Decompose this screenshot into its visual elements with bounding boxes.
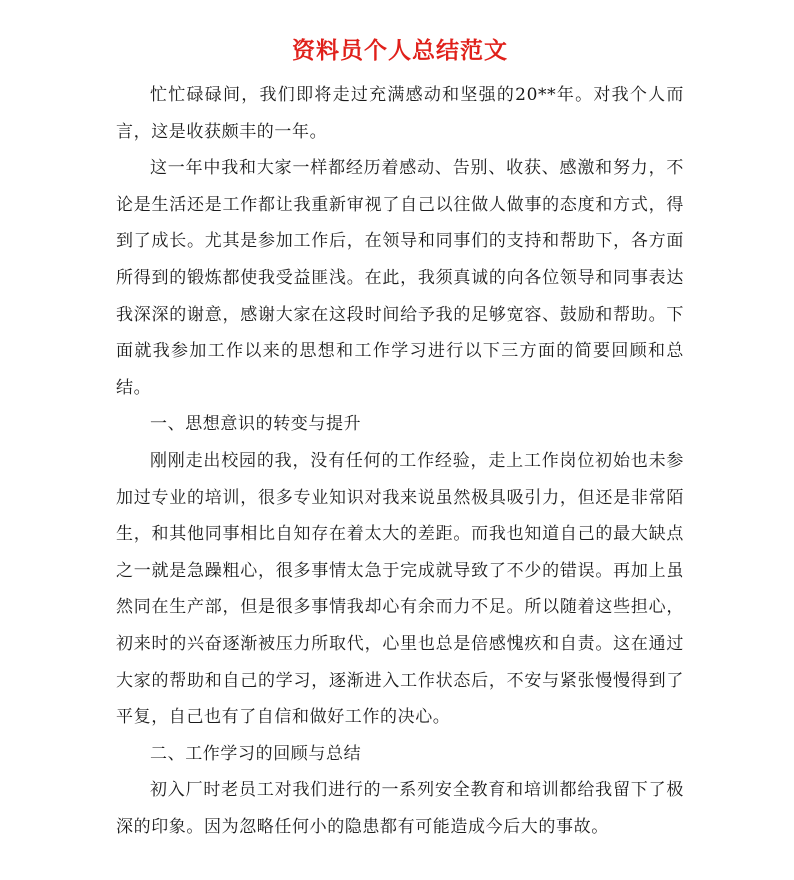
document-title: 资料员个人总结范文 [292, 37, 508, 64]
section-heading-1: 一、思想意识的转变与提升 [150, 414, 362, 435]
paragraph-intro: 忙忙碌碌间，我们即将走过充满感动和坚强的20**年。对我个人而言，这是收获颇丰的一年。 [116, 85, 684, 142]
document-body [116, 77, 684, 845]
paragraph-overview: 这一年中我和大家一样都经历着感动、告别、收获、感激和努力，不论是生活还是工作都让我重新审视了自己以往做人做事的态度和方式，得到了成长。尤其是参加工作后，在领导和同事们的支持和帮助下，各方面所得到的锻炼都使我受益匪浅。在此，我须真诚的向各位领导和同事表达我深深的谢意，感谢大家在这段时间给予我的足够宽容、鼓励和帮助。下面就我参加工作以来的思想和工作学习进行以下三方面的简要回顾和总结。 [116, 158, 684, 398]
section-heading-2: 二、工作学习的回顾与总结 [150, 743, 362, 764]
paragraph-section-2: 初入厂时老员工对我们进行的一系列安全教育和培训都给我留下了极深的印象。因为忽略任何小的隐患都有可能造成今后大的事故。 [116, 780, 684, 837]
paragraph-section-1: 刚刚走出校园的我，没有任何的工作经验，走上工作岗位初始也未参加过专业的培训，很多专业知识对我来说虽然极具吸引力，但还是非常陌生，和其他同事相比自知存在着太大的差距。而我也知道自己的最大缺点之一就是急躁粗心，很多事情太急于完成就导致了不少的错误。再加上虽然同在生产部，但是很多事情我却心有余而力不足。所以随着这些担心，初来时的兴奋逐渐被压力所取代，心里也总是倍感愧疚和自责。这在通过大家的帮助和自己的学习，逐渐进入工作状态后，不安与紧张慢慢得到了平复，自己也有了自信和做好工作的决心。 [116, 450, 684, 728]
